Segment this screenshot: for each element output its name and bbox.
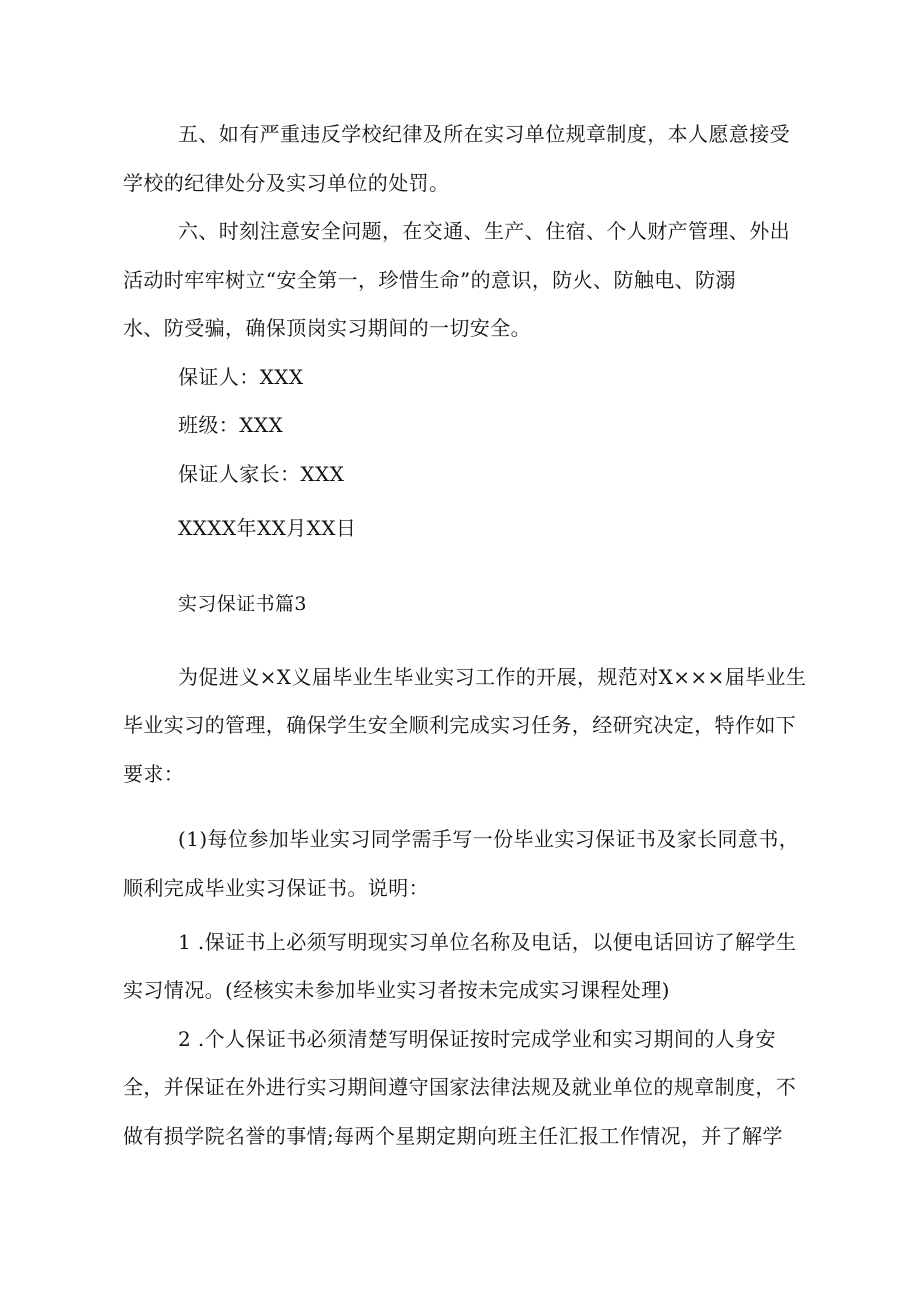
intro-line-2: 毕业实习的管理，确保学生安全顺利完成实习任务，经研究决定，特作如下 [123, 713, 797, 737]
guarantor-parent-line: 保证人家长：XXX [178, 462, 345, 486]
item-1-line-1: (1)每位参加毕业实习同学需手写一份毕业实习保证书及家长同意书， [178, 827, 800, 851]
note-1-line-1: 1 .保证书上必须写明现实习单位名称及电话，以便电话回访了解学生 [178, 930, 797, 954]
intro-line-3: 要求： [123, 762, 185, 786]
paragraph-5-line-1: 五、如有严重违反学校纪律及所在实习单位规章制度，本人愿意接受 [178, 122, 790, 146]
note-2-line-1: 2 .个人保证书必须清楚写明保证按时完成学业和实习期间的人身安 [178, 1027, 776, 1051]
class-line: 班级：XXX [178, 413, 284, 437]
note-1-line-2: 实习情况。(经核实未参加毕业实习者按未完成实习课程处理) [123, 978, 670, 1002]
note-2-line-2: 全，并保证在外进行实习期间遵守国家法律法规及就业单位的规章制度，不 [123, 1075, 797, 1099]
paragraph-5-line-2: 学校的纪律处分及实习单位的处罚。 [123, 171, 450, 195]
item-1-line-2: 顺利完成毕业实习保证书。说明： [123, 876, 429, 900]
paragraph-6-line-2: 活动时牢牢树立“安全第一，珍惜生命”的意识，防火、防触电、防溺 [123, 268, 736, 292]
date-line: XXXX年XX月XX日 [178, 516, 357, 540]
intro-line-1: 为促进义×X义届毕业生毕业实习工作的开展，规范对X×××届毕业生 [178, 665, 807, 689]
section-title: 实习保证书篇3 [178, 593, 307, 615]
paragraph-6-line-3: 水、防受骗，确保顶岗实习期间的一切安全。 [123, 316, 531, 340]
guarantor-line: 保证人：XXX [178, 365, 304, 389]
note-2-line-3: 做有损学院名誉的事情;每两个星期定期向班主任汇报工作情况，并了解学 [123, 1124, 783, 1148]
paragraph-6-line-1: 六、时刻注意安全问题，在交通、生产、住宿、个人财产管理、外出 [178, 219, 790, 243]
